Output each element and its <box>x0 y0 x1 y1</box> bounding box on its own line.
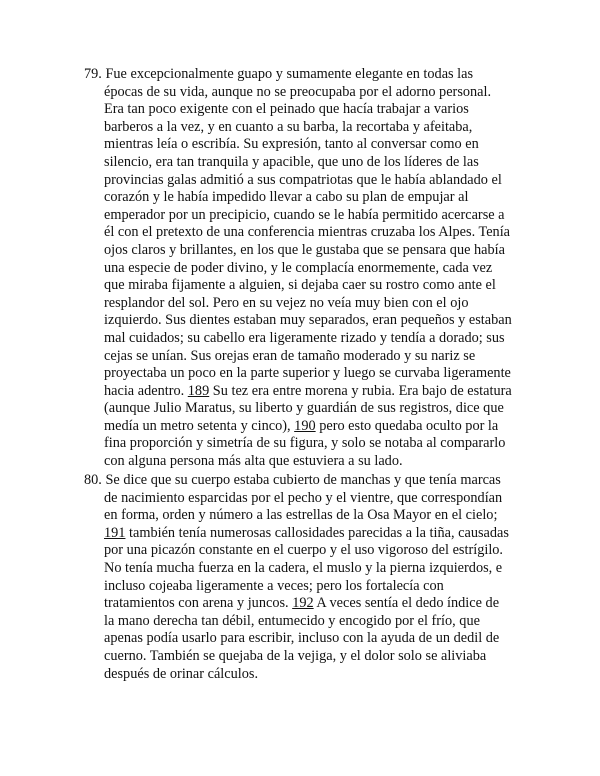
text-line <box>84 66 524 84</box>
text-line <box>84 472 524 490</box>
text-line <box>84 418 524 436</box>
text-line <box>84 595 524 613</box>
paragraph-80 <box>84 472 524 683</box>
text-line: Era tan poco exigente con el peinado que hacía trabajar a varios <box>104 101 469 118</box>
text-line: resplandor del sol. Pero en su vejez no veía muy bien con el ojo <box>104 294 469 311</box>
text-line: incluso cojeaba ligeramente a veces; pero los fortalecía con <box>104 577 444 594</box>
text-line: una especie de poder divino, y le complacía enormemente, cada vez <box>104 259 493 276</box>
text-line: cejas se unían. Sus orejas eran de tamaño moderado y su nariz se <box>104 347 476 364</box>
text-line: mal cuidados; su cabello era ligeramente rizado y tendía a dorado; sus <box>104 329 505 346</box>
line-text: hacia adentro. <box>104 382 185 399</box>
paragraph-number: 79. <box>84 66 102 82</box>
text-line: con alguna persona más alta que estuviera a su lado. <box>104 453 403 470</box>
text-line: fina proporción y simetría de su figura, y solo se notaba al compararlo <box>104 435 506 452</box>
text-line: barberos a la vez, y en cuanto a su barba, la recortaba y afeitaba, <box>104 118 473 135</box>
line-text: A veces sentía el dedo índice de <box>313 595 500 612</box>
text-line: izquierdo. Sus dientes estaban muy separados, eran pequeños y estaban <box>104 312 512 329</box>
paragraph-79 <box>84 66 524 471</box>
text-line: la mano derecha tan débil, entumecido y encogido por el frío, que <box>104 612 480 629</box>
text-line: él con el pretexto de una conferencia mientras cruzaba los Alpes. Tenía <box>104 224 511 241</box>
line-text: Fue excepcionalmente guapo y sumamente elegante en todas las <box>105 66 474 82</box>
text-line: (aunque Julio Maratus, su liberto y guardián de sus registros, dice que <box>104 400 504 417</box>
line-text: medía un metro setenta y cinco), <box>104 417 291 434</box>
text-line: proyectaba un poco en la parte superior y luego se curvaba ligeramente <box>104 365 511 382</box>
text-line: en forma, orden y número a las estrellas de la Osa Mayor en el cielo; <box>104 507 498 524</box>
text-line: corazón y le había impedido llevar a cabo su plan de empujar al <box>104 189 469 206</box>
paragraph-number: 80. <box>84 472 102 488</box>
text-line: que miraba fijamente a alguien, si dejaba caer su rostro como ante el <box>104 277 496 294</box>
text-line: de nacimiento esparcidas por el pecho y el vientre, que correspondían <box>104 489 503 506</box>
footnote-link-190[interactable]: 190 <box>294 417 316 434</box>
text-line: épocas de su vida, aunque no se preocupaba por el adorno personal. <box>104 83 492 100</box>
text-line: por una picazón constante en el cuerpo y el uso vigoroso del estrígilo. <box>104 542 504 559</box>
line-text: Su tez era entre morena y rubia. Era bajo de estatura <box>209 382 512 399</box>
footnote-link-189[interactable]: 189 <box>187 382 210 399</box>
line-text: Se dice que su cuerpo estaba cubierto de manchas y que tenía marcas <box>105 472 501 488</box>
line-text: tratamientos con arena y juncos. <box>104 595 289 612</box>
text-line: apenas podía usarlo para escribir, incluso con la ayuda de un dedil de <box>104 630 500 647</box>
text-line: provincias galas admitió a sus compatriotas que le había ablandado el <box>104 171 502 188</box>
text-line: mientras leía o escribía. Su expresión, tanto al conversar como en <box>104 136 479 153</box>
text-line: después de orinar cálculos. <box>104 665 259 682</box>
line-text: pero esto quedaba oculto por la <box>315 417 499 434</box>
text-line: No tenía mucha fuerza en la cadera, el muslo y la pierna izquierdos, e <box>104 559 503 576</box>
text-line <box>84 525 524 543</box>
text-line <box>84 383 524 401</box>
text-line: silencio, era tan tranquila y apacible, que uno de los líderes de las <box>104 153 479 170</box>
footnote-link-191[interactable]: 191 <box>104 524 126 541</box>
text-line: emperador por un precipicio, cuando se le había permitido acercarse a <box>104 206 505 223</box>
line-text: también tenía numerosas callosidades parecidas a la tiña, causadas <box>125 524 509 541</box>
text-line: ojos claros y brillantes, en los que le gustaba que se pensara que había <box>104 241 505 258</box>
footnote-link-192[interactable]: 192 <box>292 595 314 612</box>
text-line: cuerno. También se quejaba de la vejiga, y el dolor solo se aliviaba <box>104 647 487 664</box>
